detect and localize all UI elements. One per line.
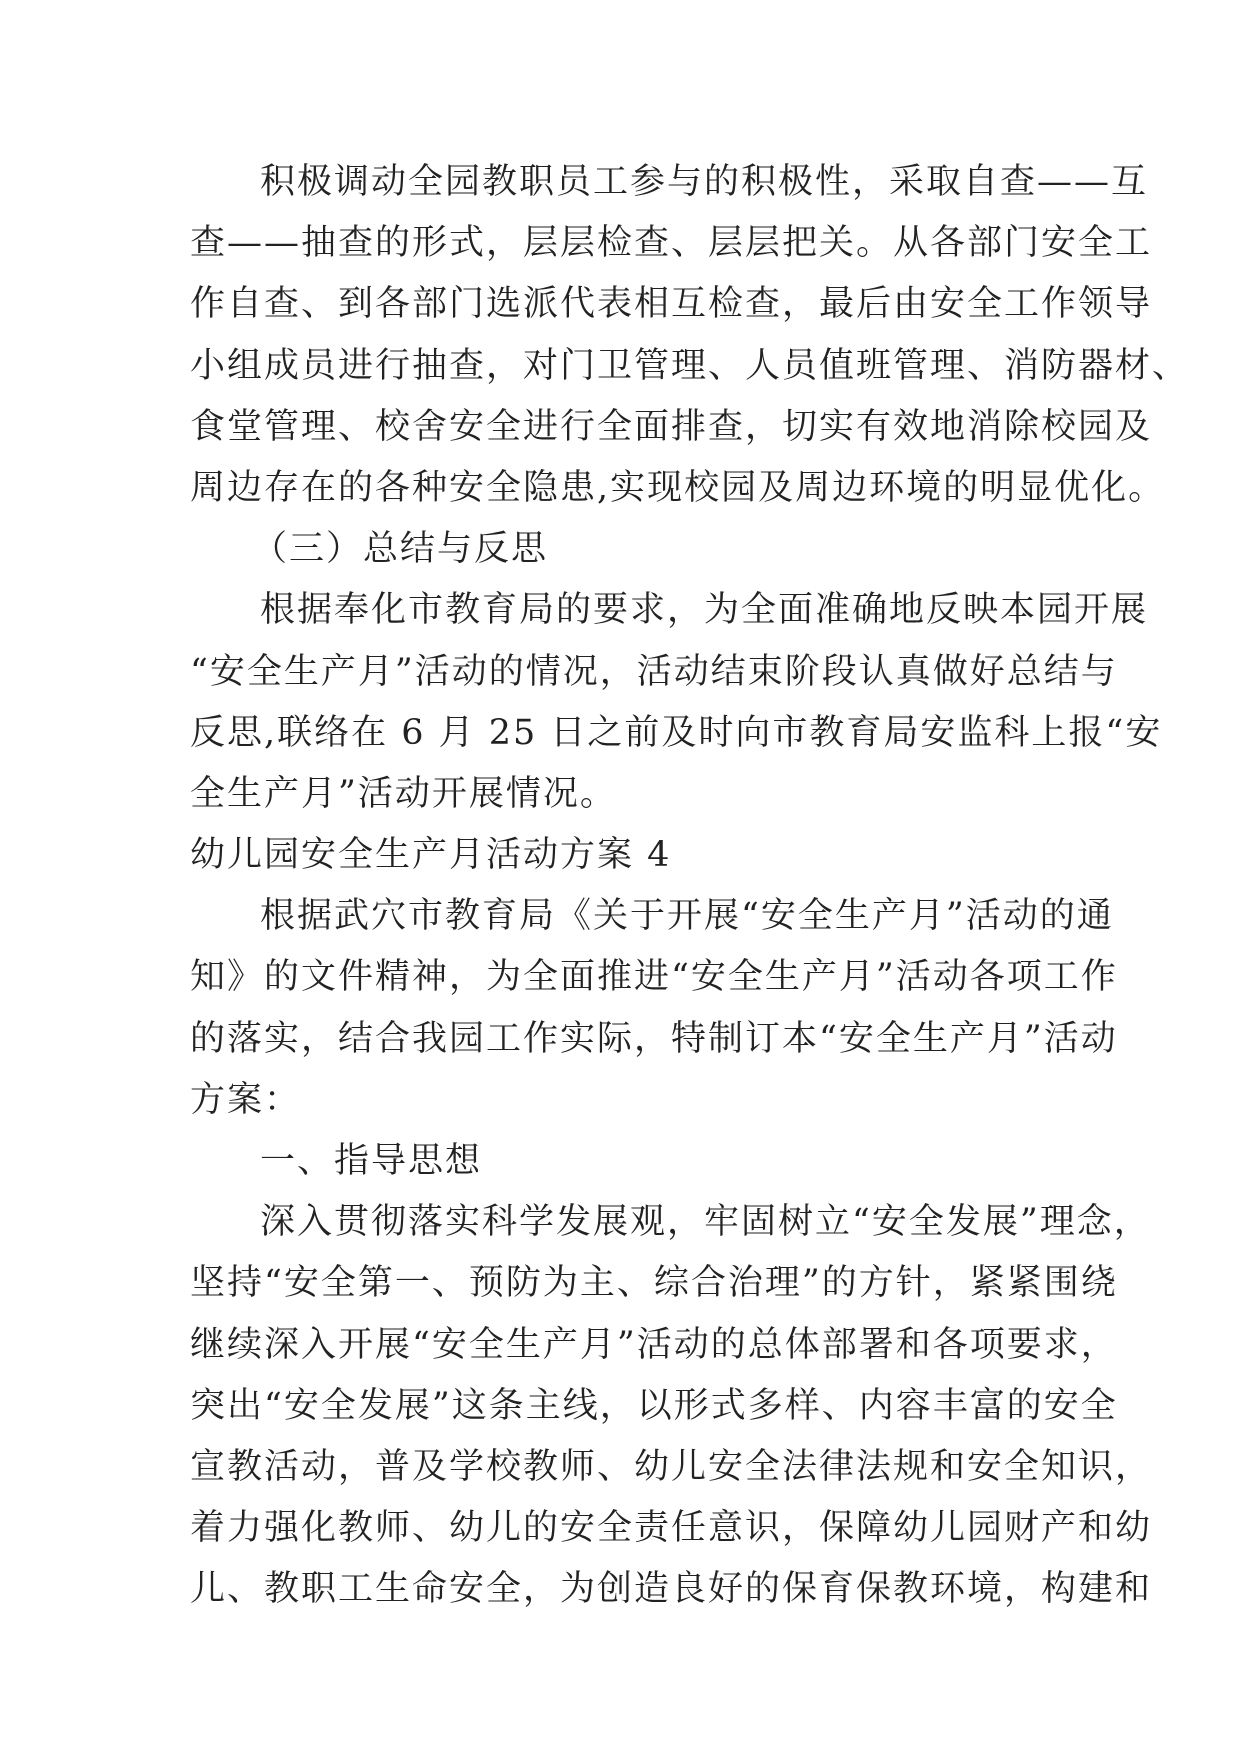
paragraph-line: 宣教活动，普及学校教师、幼儿安全法律法规和安全知识， [190, 1446, 1153, 1487]
document-subtitle: 幼儿园安全生产月活动方案 4 [190, 835, 672, 876]
paragraph-line: 作自查、到各部门选派代表相互检查，最后由安全工作领导 [190, 284, 1153, 325]
paragraph-line: 小组成员进行抽查，对门卫管理、人员值班管理、消防器材、 [190, 345, 1190, 386]
paragraph-line: 反思,联络在 6 月 25 日之前及时向市教育局安监科上报“安 [190, 712, 1163, 753]
paragraph-line: 积极调动全园教职员工参与的积极性，采取自查——互 [260, 162, 1149, 202]
paragraph-line: 根据武穴市教育局《关于开展“安全生产月”活动的通 [260, 896, 1114, 937]
paragraph-line: 根据奉化市教育局的要求，为全面准确地反映本园开展 [260, 590, 1149, 631]
paragraph-line: 周边存在的各种安全隐患,实现校园及周边环境的明显优化。 [190, 467, 1166, 508]
paragraph-line: “安全生产月”活动的情况，活动结束阶段认真做好总结与 [190, 651, 1118, 692]
paragraph-line: 食堂管理、校舍安全进行全面排查，切实有效地消除校园及 [190, 406, 1153, 447]
paragraph-line: 方案： [190, 1079, 302, 1120]
paragraph-line: 全生产月”活动开展情况。 [190, 773, 617, 814]
paragraph-line: 知》的文件精神，为全面推进“安全生产月”活动各项工作 [190, 957, 1118, 998]
paragraph-line: 深入贯彻落实科学发展观，牢固树立“安全发展”理念， [260, 1202, 1151, 1243]
paragraph-line: 坚持“安全第一、预防为主、综合治理”的方针，紧紧围绕 [190, 1263, 1118, 1304]
paragraph-line: 突出“安全发展”这条主线，以形式多样、内容丰富的安全 [190, 1385, 1118, 1426]
paragraph-line: 继续深入开展“安全生产月”活动的总体部署和各项要求， [190, 1324, 1118, 1365]
section-heading: 一、指导思想 [260, 1141, 483, 1181]
paragraph-line: 着力强化教师、幼儿的安全责任意识，保障幼儿园财产和幼 [190, 1508, 1153, 1549]
section-heading: （三）总结与反思 [252, 529, 549, 570]
document-body [190, 152, 1190, 1621]
paragraph-line: 儿、教职工生命安全，为创造良好的保育保教环境，构建和 [190, 1569, 1153, 1610]
paragraph-line: 查——抽查的形式，层层检查、层层把关。从各部门安全工 [190, 223, 1153, 264]
paragraph-line: 的落实，结合我园工作实际，特制订本“安全生产月”活动 [190, 1018, 1118, 1059]
